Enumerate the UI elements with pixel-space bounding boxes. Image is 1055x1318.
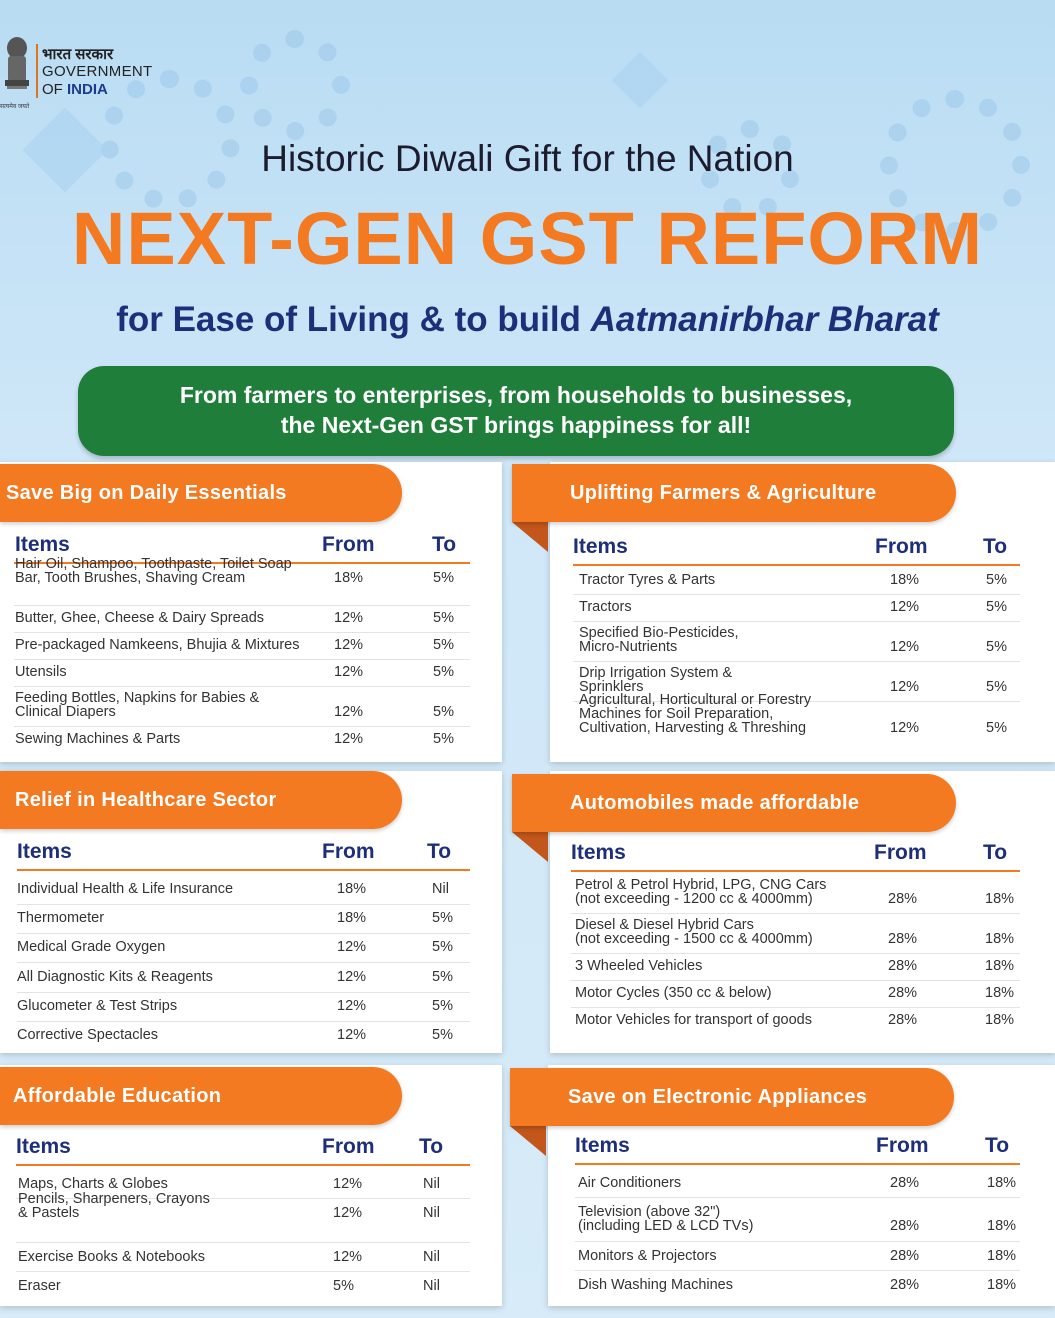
section-title: Save Big on Daily Essentials — [0, 464, 402, 522]
table-row-item: Feeding Bottles, Napkins for Babies & Clinical Diapers — [15, 690, 260, 720]
table-row-to: 5% — [433, 704, 454, 720]
row-separator — [575, 1197, 1020, 1198]
table-row-to: Nil — [432, 881, 449, 897]
national-emblem-icon — [2, 34, 32, 104]
table-row-to: 5% — [433, 731, 454, 747]
table-row-item: All Diagnostic Kits & Reagents — [17, 969, 213, 985]
row-separator — [16, 1242, 470, 1243]
section-title: Uplifting Farmers & Agriculture — [512, 464, 956, 522]
table-row-item: Individual Health & Life Insurance — [17, 881, 234, 897]
logo-of-india-text: OF INDIA — [42, 81, 108, 98]
to-header: To — [985, 1134, 1010, 1157]
items-header: Items — [575, 1134, 630, 1157]
green-banner — [78, 366, 954, 456]
table-row-item: Sewing Machines & Parts — [15, 731, 181, 747]
header-underline — [16, 1164, 470, 1166]
table-row-to: Nil — [423, 1205, 440, 1221]
table-row-item: Pencils, Sharpeners, Crayons & Pastels — [18, 1191, 210, 1221]
table-row-from: 12% — [890, 639, 920, 655]
table-row-item: Motor Vehicles for transport of goods — [575, 1012, 812, 1028]
from-header: From — [874, 841, 927, 864]
table-row-to: Nil — [423, 1249, 440, 1265]
table-row-item: Drip Irrigation System & Sprinklers — [579, 665, 733, 695]
table-row-to: 5% — [986, 639, 1007, 655]
table-row-to: 18% — [985, 1012, 1015, 1028]
table-row-from: 28% — [888, 958, 918, 974]
table-row-item: Diesel & Diesel Hybrid Cars (not exceeding - 1500 cc & 4000mm) — [575, 917, 813, 947]
table-row-from: 28% — [888, 931, 918, 947]
table-row-to: 18% — [985, 931, 1015, 947]
table-row-to: 5% — [986, 720, 1007, 736]
row-separator — [14, 686, 470, 687]
subtitle: for Ease of Living & to build Aatmanirbhar Bharat — [116, 300, 939, 339]
table-row-to: 5% — [432, 910, 453, 926]
row-separator — [571, 913, 1020, 914]
row-separator — [573, 594, 1020, 595]
table-row-item: 3 Wheeled Vehicles — [575, 958, 703, 974]
table-row-to: 5% — [433, 637, 454, 653]
table-row-item: Corrective Spectacles — [17, 1027, 159, 1043]
row-separator — [17, 962, 470, 963]
section-title: Save on Electronic Appliances — [510, 1068, 954, 1126]
ribbon-fold — [512, 832, 548, 862]
banner-line-2: the Next-Gen GST brings happiness for all! — [280, 412, 752, 438]
to-header: To — [983, 841, 1008, 864]
from-header: From — [322, 1135, 375, 1158]
table-row-item: Maps, Charts & Globes — [18, 1176, 168, 1192]
table-row-from: 12% — [337, 998, 367, 1014]
row-separator — [571, 980, 1020, 981]
to-header: To — [983, 535, 1008, 558]
table-row-from: 28% — [890, 1175, 920, 1191]
row-separator — [17, 933, 470, 934]
table-row-item: Air Conditioners — [578, 1175, 682, 1191]
table-row-item: Eraser — [18, 1278, 61, 1294]
table-row-from: 18% — [337, 881, 367, 897]
row-separator — [575, 1241, 1020, 1242]
table-row-from: 18% — [334, 570, 364, 586]
table-row-from: 12% — [334, 610, 364, 626]
table-row-item: Tractor Tyres & Parts — [579, 572, 716, 588]
header-underline — [17, 869, 470, 871]
row-separator — [17, 1021, 470, 1022]
table-row-item: Petrol & Petrol Hybrid, LPG, CNG Cars (not exceeding - 1200 cc & 4000mm) — [575, 877, 827, 907]
table-row-to: 18% — [987, 1218, 1017, 1234]
to-header: To — [427, 840, 452, 863]
table-row-from: 12% — [333, 1205, 363, 1221]
background-diamond-decoration — [612, 52, 669, 109]
table-row-from: 28% — [890, 1277, 920, 1293]
table-row-from: 12% — [337, 939, 367, 955]
table-row-from: 12% — [890, 720, 920, 736]
table-row-from: 12% — [333, 1249, 363, 1265]
table-row-to: 5% — [986, 679, 1007, 695]
items-header: Items — [15, 533, 70, 556]
headline: Historic Diwali Gift for the Nation — [261, 138, 794, 179]
table-row-from: 12% — [334, 664, 364, 680]
ribbon-fold — [512, 522, 548, 552]
items-header: Items — [16, 1135, 71, 1158]
to-header: To — [419, 1135, 444, 1158]
table-row-item: Agricultural, Horticultural or Forestry Machines for Soil Preparation, Cultivation, Harvesting & Threshing — [579, 692, 812, 736]
row-separator — [17, 904, 470, 905]
row-separator — [17, 992, 470, 993]
table-row-to: 5% — [432, 1027, 453, 1043]
table-row-to: 5% — [432, 939, 453, 955]
row-separator — [14, 726, 470, 727]
table-row-item: Exercise Books & Notebooks — [18, 1249, 205, 1265]
government-of-india-logo — [0, 30, 170, 115]
header-underline — [575, 1163, 1020, 1165]
table-row-to: 18% — [987, 1277, 1017, 1293]
logo-hindi-text: भारत सरकार — [42, 46, 114, 63]
table-row-from: 28% — [890, 1248, 920, 1264]
page-title: NEXT-GEN GST REFORM — [71, 197, 984, 280]
table-row-to: 5% — [986, 599, 1007, 615]
row-separator — [571, 953, 1020, 954]
table-row-item: Dish Washing Machines — [578, 1277, 733, 1293]
table-row-from: 12% — [890, 679, 920, 695]
table-row-to: 18% — [985, 958, 1015, 974]
row-separator — [575, 1270, 1020, 1271]
from-header: From — [322, 533, 375, 556]
row-separator — [14, 659, 470, 660]
items-header: Items — [571, 841, 626, 864]
from-header: From — [876, 1134, 929, 1157]
table-row-to: 5% — [432, 998, 453, 1014]
table-row-to: 18% — [987, 1175, 1017, 1191]
row-separator — [14, 605, 470, 606]
row-separator — [571, 1007, 1020, 1008]
table-row-from: 12% — [333, 1176, 363, 1192]
table-row-from: 5% — [333, 1278, 354, 1294]
logo-divider — [36, 44, 38, 98]
table-row-item: Monitors & Projectors — [578, 1248, 717, 1264]
table-row-to: 5% — [433, 610, 454, 626]
table-row-to: Nil — [423, 1176, 440, 1192]
items-header: Items — [17, 840, 72, 863]
table-row-item: Thermometer — [17, 910, 105, 926]
row-separator — [573, 661, 1020, 662]
table-row-item: Motor Cycles (350 cc & below) — [575, 985, 772, 1001]
table-row-to: 18% — [985, 891, 1015, 907]
table-row-from: 28% — [888, 1012, 918, 1028]
table-row-from: 12% — [334, 731, 364, 747]
to-header: To — [432, 533, 457, 556]
table-row-item: Utensils — [15, 664, 67, 680]
table-row-to: 5% — [433, 570, 454, 586]
table-row-item: Pre-packaged Namkeens, Bhujia & Mixtures — [15, 637, 300, 653]
section-title: Affordable Education — [0, 1067, 402, 1125]
table-row-to: 5% — [986, 572, 1007, 588]
table-row-item: Hair Oil, Shampoo, Toothpaste, Toilet Soap Bar, Tooth Brushes, Shaving Cream — [15, 556, 292, 586]
from-header: From — [875, 535, 928, 558]
items-header: Items — [573, 535, 628, 558]
row-separator — [14, 632, 470, 633]
row-separator — [16, 1271, 470, 1272]
table-row-from: 12% — [334, 704, 364, 720]
table-row-from: 12% — [334, 637, 364, 653]
table-row-to: 18% — [985, 985, 1015, 1001]
logo-government-text: GOVERNMENT — [42, 63, 153, 80]
logo-motto-text: सत्यमेव जयते — [0, 104, 30, 110]
table-row-from: 28% — [888, 891, 918, 907]
table-row-item: Television (above 32") (including LED & LCD TVs) — [578, 1204, 754, 1234]
table-row-item: Tractors — [579, 599, 632, 615]
table-row-item: Medical Grade Oxygen — [17, 939, 166, 955]
from-header: From — [322, 840, 375, 863]
table-row-from: 18% — [337, 910, 367, 926]
section-title: Automobiles made affordable — [512, 774, 956, 832]
table-row-from: 12% — [890, 599, 920, 615]
table-row-to: 5% — [432, 969, 453, 985]
banner-line-1: From farmers to enterprises, from households to businesses, — [179, 382, 853, 408]
table-row-from: 12% — [337, 1027, 367, 1043]
table-row-from: 28% — [888, 985, 918, 1001]
table-row-to: 5% — [433, 664, 454, 680]
header-underline — [573, 564, 1020, 566]
table-row-to: 18% — [987, 1248, 1017, 1264]
ribbon-fold — [510, 1126, 546, 1156]
table-row-to: Nil — [423, 1278, 440, 1294]
section-title: Relief in Healthcare Sector — [0, 771, 402, 829]
table-row-from: 28% — [890, 1218, 920, 1234]
table-row-item: Specified Bio-Pesticides, Micro-Nutrients — [579, 625, 739, 655]
table-row-from: 18% — [890, 572, 920, 588]
background-gear-decoration — [240, 30, 350, 140]
header-underline — [571, 870, 1020, 872]
table-row-item: Butter, Ghee, Cheese & Dairy Spreads — [15, 610, 265, 626]
row-separator — [573, 621, 1020, 622]
table-row-item: Glucometer & Test Strips — [17, 998, 178, 1014]
table-row-from: 12% — [337, 969, 367, 985]
